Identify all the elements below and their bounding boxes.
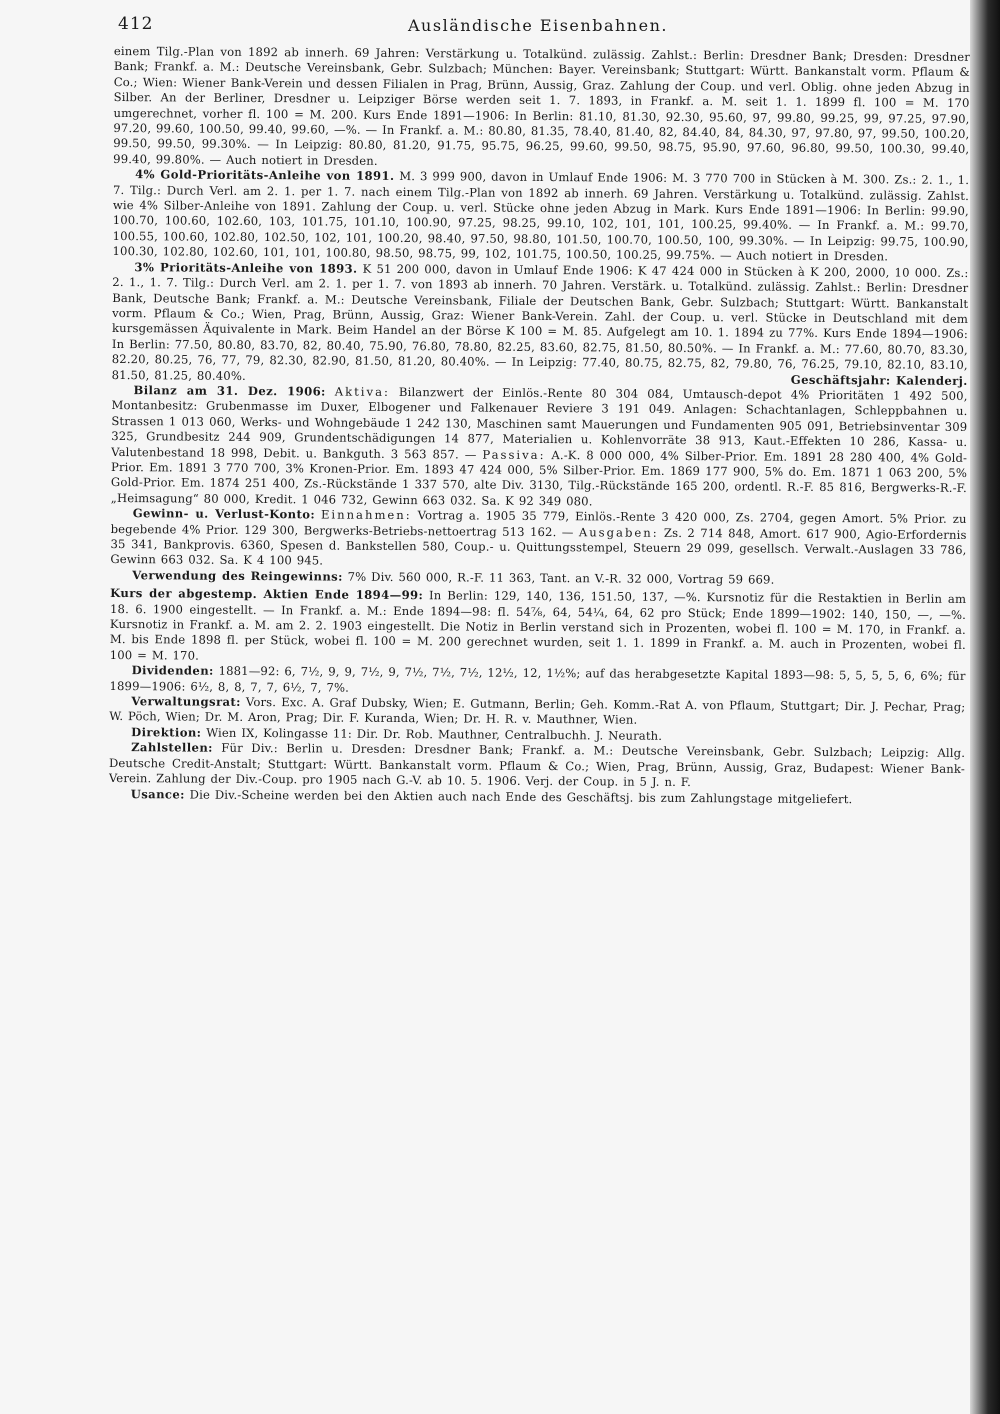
section-text: In Berlin: 129, 140, 136, 151.50, 137, —%. Kursnotiz für die Restaktien in Berlin am 18. 6. 1900 eingestellt. — In Frankf. a. M.: Ende 1894—98: fl. 54⅞, 64, 54¼, 64, 62 pro Stück; Ende 1899—1902: 140, 150, —, —%. Kursnotiz in Frankf. a. M. am 2. 2. 1903 eingestellt. Die Notiz in Berlin verstand sich in Prozenten, wobei fl. 100 = M. 170, in Frankf. a. M. bis Ende 1898 fl. per Stück, wobei fl. 100 = M. 200 gerechnet wurden, seit 1. 1. 1899 in Frankf. a. M. auch in Prozenten, wobei fl. 100 = M. 170. — [109, 588, 967, 663]
section-text: Vors. Exc. A. Graf Dubsky, Wien; E. Gutmann, Berlin; Geh. Komm.-Rat A. von Pflaum, Stuttgart; Dir. J. Pechar, Prag; W. Pöch, Wien; Dr. M. Aron, Prag; Dir. F. Kuranda, Wien; Dr. H. R. v. Mauthner, Wien. — [109, 694, 966, 728]
section-heading: 4% Gold-Prioritäts-Anleihe von 1891. — [135, 167, 395, 184]
section-text: A.-K. 8 000 000, 4% Silber-Prior. Em. 1891 28 280 400, 4% Gold-Prior. Em. 1891 3 770 700, 3% Kronen-Prior. Em. 1893 47 424 000, 5% Silber-Prior. Em. 1869 177 900, 5% do. Em. 1871 1 063 200, 5% Gold-Prior. Em. 1874 251 400, Zs.-Rückstände 1 337 570, alte Div. 3130, Tilg.-Rückstände 165 200, ordentl. R.-F. 85 816, Bergwerks-R.-F. „Heimsagung“ 80 000, Kredit. 1 046 732, Gewinn 663 032. Sa. K 92 349 080. — [110, 447, 968, 509]
section-text: Wien IX, Kolingasse 11: Dir. Dr. Rob. Mauthner, Centralbuchh. J. Neurath. — [206, 725, 663, 743]
section-heading: Dividenden: — [131, 663, 214, 678]
ausgaben-label: Ausgaben: — [578, 524, 659, 540]
section-text: M. 3 999 900, davon in Umlauf Ende 1906: M. 3 770 700 in Stücken à M. 300. Zs.: 2. 1., 1. 7. Tilg.: Durch Verl. am 2. 1. per 1. 7. nach einem Tilg.-Plan von 1892 ab innerh. 69 Jahren. Verstärkung u. Totalkünd. zulässig. Zahlst. wie 4% Silber-Anleihe von 1891. Zahlung der Coup. u. verl. Stücke ohne jeden Abzug in Mark. Kurs Ende 1891—1906: In Berlin: 99.90, 100.70, 100.60, 102.60, 103, 101.75, 101.10, 100.90, 97.25, 98.25, 99.10, 102, 101, 101, 100.25, 99.40%. — In Frankf. a. M.: 99.70, 100.55, 100.60, 102.80, 102.50, 102, 101, 100.20, 98.40, 97.50, 98.80, 101.50, 100.70, 100.50, 100, 99.30%. — In Leipzig: 99.75, 100.90, 100.30, 102.80, 102.60, 101, 101, 100.80, 98.50, 98.75, 99, 102, 101.75, 100.50, 100.25, 99.75%. — Auch notiert in Dresden. — [112, 169, 970, 264]
section-text: Zs. 2 714 848, Amort. 617 900, Agio-Erfordernis 35 341, Bankprovis. 6360, Spesen d. Bankstellen 580, Coup.- u. Quittungsstempel, Steuern 29 099, gesellsch. Verwalt.-Auslagen 33 786, Gewinn 663 032. Sa. K 4 100 945. — [110, 525, 967, 568]
section-text: Die Div.-Scheine werden bei den Aktien auch nach Ende des Geschäftsj. bis zum Zahlungstage mitgeliefert. — [189, 787, 853, 806]
section-heading: Kurs der abgestemp. Aktien Ende 1894—99: — [110, 586, 424, 603]
section-heading: Verwaltungsrat: — [131, 694, 241, 709]
paragraph-balance-sheet — [111, 383, 968, 512]
paragraph-gold-loan — [112, 167, 969, 265]
section-text: Bilanzwert der Einlös.-Rente 80 304 084, Umtausch-depot 4% Prioritäten 1 492 500, Montanbesitz: Grubenmasse im Duxer, Elbogener und Falkenauer Reviere 3 191 049. Anlagen: Schachtanlagen, Schleppbahnen u. Strassen 1 013 060, Werks- und Wohngebäude 1 242 130, Maschinen samt Mauerungen und Fundamenten 905 091, Betriebsinventar 309 325, Grundbesitz 244 909, Grundentschädigungen 14 877, Materialien u. Kohlenvorräte 38 913, Kaut.-Effekten 10 286, Kassa- u. Valutenbestand 18 998, Debit. u. Bankguth. 3 563 857. — — [111, 384, 968, 462]
section-text: Vortrag a. 1905 35 779, Einlös.-Rente 3 420 000, Zs. 2704, gegen Amort. 5% Prior. zu begebende 4% Prior. 129 300, Bergwerks-Betriebs-nettoertrag 513 162. — — [110, 508, 967, 539]
section-heading: Bilanz am 31. Dez. 1906: — [133, 383, 326, 399]
paragraph-priority-loan — [112, 260, 969, 389]
section-heading: Zahlstellen: — [131, 740, 213, 755]
passiva-label: Passiva: — [482, 447, 546, 462]
section-heading: Direktion: — [131, 725, 202, 740]
aktiva-label: Aktiva: — [334, 384, 390, 399]
section-text: K 51 200 000, davon in Umlauf Ende 1906: K 47 424 000 in Stücken à K 200, 2000, 10 000. Zs.: 2. 1., 1. 7. Tilg.: Durch Verl. am 2. 1. per 1. 7. von 1893 ab innerh. 70 Jahren. Verstärk. u. Totalkünd. zulässig. Zahlst.: Berlin: Dresdner Bank, Deutsche Bank; Frankf. a. M.: Deutsche Vereinsbank, Filiale der Deutschen Bank, Gebr. Sulzbach; Stuttgart: Württ. Bankanstalt vorm. Pflaum & Co.; Wien, Prag, Brünn, Aussig, Graz: Wiener Bank-Verein. Zahl. der Coup. u. verl. Stücke in Deutschland mit dem kursgemässen Äquivalente in Mark. Beim Handel an der Börse K 100 = M. 85. Aufgelegt am 10. 1. 1894 zu 77%. Kurs Ende 1894—1906: In Berlin: 77.50, 80.80, 83.70, 82, 80.40, 75.90, 76.80, 78.80, 82.25, 83.60, 82.75, 81.50, 80.50%. — In Frankf. a. M.: 77.60, 80.70, 83.30, 82.20, 80.25, 76, 77, 79, 82.30, 82.90, 81.50, 81.20, 80.40%. — In Leipzig: 77.40, 80.75, 82.75, 82, 79.80, 76, 76.25, 79.10, 82.10, 83.10, 81.50, 81.25, 80.40%. — [111, 261, 969, 383]
paragraph-paying-agents — [109, 740, 965, 792]
section-heading: Verwendung des Reingewinns: — [132, 567, 343, 584]
page-number: 412 — [118, 14, 154, 34]
page-header — [118, 14, 978, 44]
section-text: Für Div.: Berlin u. Dresden: Dresdner Bank; Frankf. a. M.: Deutsche Vereinsbank, Gebr. Sulzbach; Leipzig: Allg. Deutsche Credit-Anstalt; Stuttgart: Württ. Bankanstalt vorm. Pflaum & Co.; Wien, Prag, Brünn, Aussig, Graz, Budapest: Wiener Bank-Verein. Zahlung der Div.-Coup. pro 1905 nach G.-V. ab 10. 5. 1906. Verj. der Coup. in 5 J. n. F. — [108, 741, 966, 790]
section-text: 1881—92: 6, 7½, 9, 9, 7½, 9, 7½, 7½, 7½, 12½, 12, 1½%; auf das herabgesetzte Kapital 1893—98: 5, 5, 5, 5, 6, 6%; für 1899—1906: 6½, 8, 8, 7, 7, 6½, 7, 7%. — [109, 663, 966, 695]
section-heading: Gewinn- u. Verlust-Konto: — [132, 506, 316, 522]
section-heading: Usance: — [130, 786, 185, 802]
section-heading: 3% Prioritäts-Anleihe von 1893. — [134, 259, 358, 276]
document-body — [105, 44, 970, 1300]
paragraph-share-price — [110, 586, 967, 669]
paragraph-silver-loan-continued: einem Tilg.-Plan von 1892 ab innerh. 69 Jahren: Verstärkung u. Totalkünd. zulässig. Zahlst.: Berlin: Dresdner Bank; Dresden: Dresdner Bank; Frankf. a. M.: Deutsche Vereinsbank, Gebr. Sulzbach; München: Bayer. Vereinsbank; Stuttgart: Württ. Bankanstalt vorm. Pflaum & Co.; Wien: Wiener Bank-Verein und dessen Filialen in Prag, Brünn, Aussig, Graz. Zahlung der Coup. und verl. Oblig. ohne jeden Abzug in Silber. An der Berliner, Dresdner u. Leipziger Börse werden seit 1. 7. 1893, in Frankf. a. M. seit 1. 1. 1899 fl. 100 = M. 170 umgerechnet, vorher fl. 100 = M. 200. Kurs Ende 1891—1906: In Berlin: 81.10, 81.30, 92.30, 95.60, 97, 99.80, 99.25, 99, 97.25, 97.90, 97.20, 99.60, 100.50, 99.40, 99.60, —%. — In Frankf. a. M.: 80.80, 81.35, 78.40, 81.40, 82, 84.40, 84, 84.30, 97, 97.80, 97, 99.50, 100.20, 99.50, 99.50, 99.30%. — In Leipzig: 80.80, 81.20, 91.75, 95.75, 96.25, 99.60, 99.50, 98.75, 95.90, 97.60, 96.80, 99.50, 100.30, 99.40, 99.40, 99.80%. — Auch notiert in Dresden. — [113, 44, 970, 168]
scan-page-edge — [970, 0, 1000, 1414]
fiscal-year: Geschäftsjahr: Kalenderj. — [790, 372, 968, 388]
einnahmen-label: Einnahmen: — [320, 507, 412, 523]
running-title: Ausländische Eisenbahnen. — [408, 16, 668, 35]
section-text: 7% Div. 560 000, R.-F. 11 363, Tant. an V.-R. 32 000, Vortrag 59 669. — [347, 569, 775, 587]
paragraph-profit-loss — [110, 506, 966, 574]
